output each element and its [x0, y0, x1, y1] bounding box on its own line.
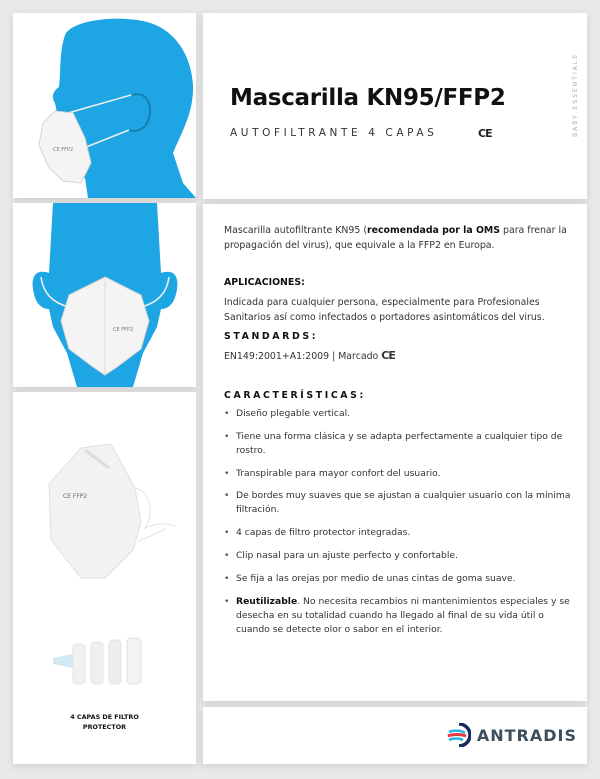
antradis-logo-icon [447, 723, 471, 747]
intro-suffix: para frenar la propagación del virus), que equivale a la FFP2 en Europa. [224, 225, 567, 251]
product-subtitle: AUTOFILTRANTE 4 CAPAS [230, 127, 438, 139]
side-view-illustration [13, 13, 196, 198]
description-panel [203, 204, 587, 701]
caption-line-2: PROTECTOR [82, 723, 127, 731]
folded-mask [49, 444, 141, 578]
ce-mark-icon: CE [381, 349, 395, 362]
feature-item [224, 549, 571, 563]
feature-text: 4 capas de filtro protector integradas. [236, 527, 411, 539]
product-image-panel [13, 392, 196, 764]
side-view-image-panel [13, 13, 196, 198]
brand-name: ANTRADIS [476, 725, 577, 745]
mask-print: CE FFP2 [53, 147, 74, 153]
front-view-image-panel [13, 203, 196, 387]
feature-text: Se fija a las orejas por medio de unas cintas de goma suave. [236, 572, 516, 584]
standards-heading: STANDARDS: [224, 331, 319, 342]
mask-front-print: CE FFP2 [113, 327, 134, 333]
feature-text: . No necesita recambios ni mantenimientos especiales y se desecha en su totalidad cuando ha llegado al final de su vida útil o cuando se detecte olor o sabor en el interior. [236, 595, 570, 635]
feature-item [224, 595, 571, 637]
feature-item [224, 430, 571, 458]
feature-item [224, 572, 571, 586]
feature-text: De bordes muy suaves que se ajustan a cualquier usuario con la mínima filtración. [236, 490, 571, 516]
footer-panel [203, 707, 587, 764]
feature-text: Clip nasal para un ajuste perfecto y confortable. [236, 549, 458, 561]
feature-item [224, 467, 571, 481]
applications-heading: APLICACIONES: [224, 277, 305, 288]
feature-item [224, 526, 571, 540]
caption-line-1: 4 CAPAS DE FILTRO [70, 713, 139, 721]
layers-caption [13, 712, 196, 732]
mask-strap [135, 488, 175, 542]
feature-text: Transpirable para mayor confort del usuario. [236, 467, 441, 479]
intro-paragraph [224, 223, 567, 253]
feature-item [224, 489, 571, 517]
brand-logo [447, 723, 577, 747]
filter-layers-graphic [53, 638, 141, 684]
feature-text: Diseño plegable vertical. [236, 408, 351, 419]
features-heading: CARACTERÍSTICAS: [224, 390, 366, 401]
intro-bold: recomendada por la OMS [367, 225, 501, 236]
ce-mark-icon: CE [478, 127, 492, 140]
applications-text: Indicada para cualquier persona, especialmente para Profesionales Sanitarios así como infectados o portadores asintomáticos del virus. [224, 297, 545, 323]
features-list [224, 407, 571, 645]
intro-prefix: Mascarilla autofiltrante KN95 ( [224, 225, 367, 236]
vertical-brand-label: BABY ESSENTIALS [572, 53, 579, 137]
front-view-illustration [13, 203, 196, 387]
feature-bold: Reutilizable [236, 595, 298, 607]
title-panel [203, 13, 587, 199]
standards-value: EN149:2001+A1:2009 | Marcado [224, 351, 379, 362]
standards-text [224, 348, 567, 364]
product-illustration [13, 392, 196, 702]
product-print: CE FFP2 [63, 493, 88, 500]
feature-item [224, 407, 571, 421]
feature-text: Tiene una forma clásica y se adapta perfectamente a cualquier tipo de rostro. [236, 430, 563, 456]
product-title: Mascarilla KN95/FFP2 [230, 85, 506, 111]
